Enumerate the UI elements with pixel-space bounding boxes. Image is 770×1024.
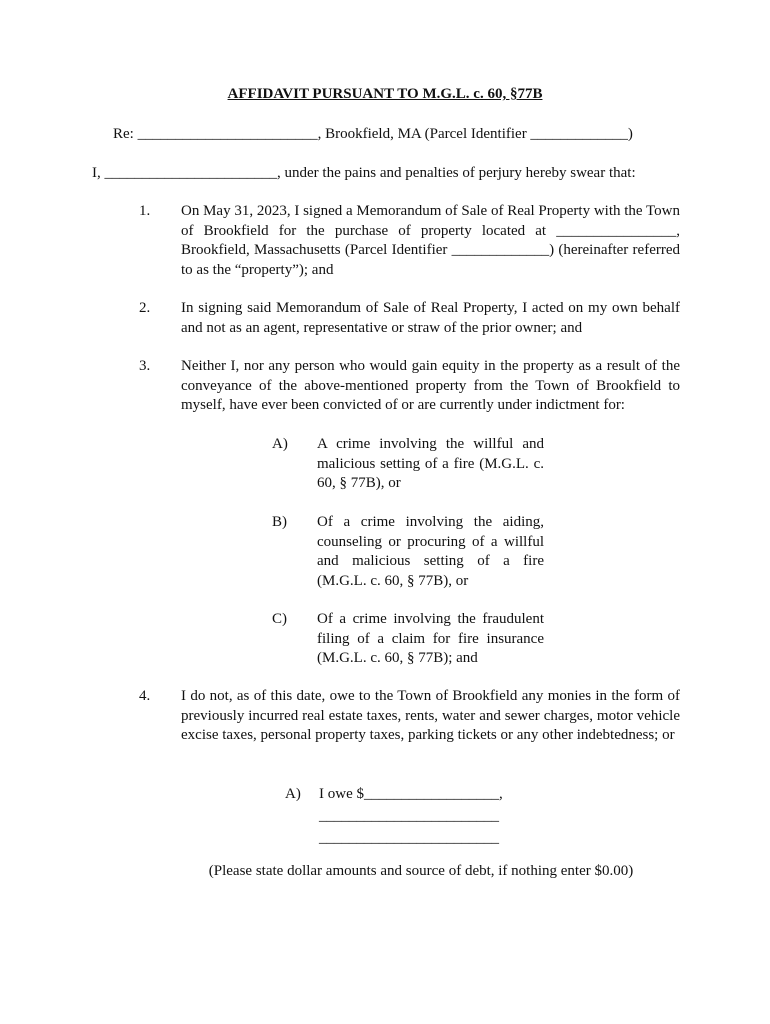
sub-item-c-text: Of a crime involving the fraudulent filing of a claim for fire insurance (M.G.L. c. 60, § 77B); and — [317, 611, 544, 666]
document-title: AFFIDAVIT PURSUANT TO M.G.L. c. 60, §77B — [227, 86, 543, 102]
item-4-number: 4. — [139, 688, 151, 704]
sub-item-c-label: C) — [272, 611, 287, 627]
item-2-number: 2. — [139, 300, 151, 316]
item-3-text: Neither I, nor any person who would gain equity in the property as a result of the conveyance of the above-mentioned property from the Town of Brookfield to myself, have ever been convicted of or are currently under indictment for: — [181, 358, 680, 413]
sub-item-a-text: A crime involving the willful and malicious setting of a fire (M.G.L. c. 60, § 77B), or — [317, 436, 544, 491]
sub-item-b-text: Of a crime involving the aiding, counseling or procuring of a willful and malicious setting of a fire (M.G.L. c. 60, § 77B), or — [317, 514, 544, 589]
affiant-line: I, _______________________, under the pains and penalties of perjury hereby swear that: — [92, 165, 636, 181]
owe-blank-line-1: ________________________ — [319, 808, 499, 824]
owe-blank-line-2: ________________________ — [319, 830, 499, 846]
item-4-text: I do not, as of this date, owe to the Town of Brookfield any monies in the form of previously incurred real estate taxes, rents, water and sewer charges, motor vehicle excise taxes, personal property taxes, parking tickets or any other indebtedness; or — [181, 688, 680, 743]
owe-label: A) — [285, 786, 301, 802]
item-1-text: On May 31, 2023, I signed a Memorandum of Sale of Real Property with the Town of Brookfield for the purchase of property located at ________________, Brookfield, Massachusetts (Parcel Identifier _____________) (hereinafter referred to as the “property”); and — [181, 203, 681, 278]
sub-item-b-label: B) — [272, 514, 287, 530]
sub-item-a-label: A) — [272, 436, 288, 452]
item-1-number: 1. — [139, 203, 151, 219]
owe-amount-line: I owe $__________________, — [319, 786, 503, 802]
item-2-text: In signing said Memorandum of Sale of Real Property, I acted on my own behalf and not as an agent, representative or straw of the prior owner; and — [181, 300, 680, 336]
re-line: Re: ________________________, Brookfield, MA (Parcel Identifier _____________) — [113, 126, 633, 142]
instruction-note: (Please state dollar amounts and source of debt, if nothing enter $0.00) — [208, 863, 634, 879]
item-3-number: 3. — [139, 358, 151, 374]
